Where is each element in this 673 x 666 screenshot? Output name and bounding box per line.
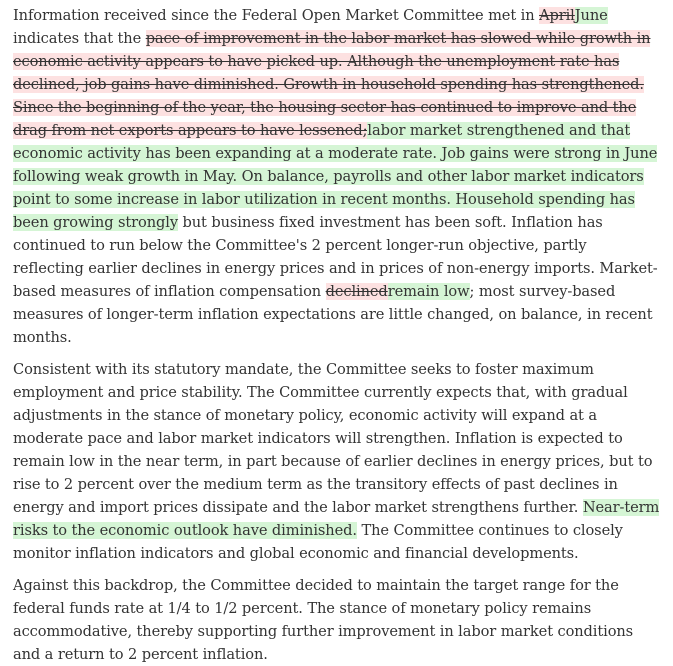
inserted-text: labor market strengthened and that economic activity has been expanding at a moderate rate. Job gains were strong in June following weak growth in May. On balance, payrolls and other labor market indicators point to some increase in labor utilization in recent months. Household spending has been growing strongly <box>13 122 658 231</box>
text-segment: Information received since the Federal Open Market Committee met in <box>13 7 540 24</box>
deleted-text: April <box>539 7 575 24</box>
inserted-text: Near-term risks to the economic outlook have diminished. <box>13 499 660 539</box>
text-segment: The Committee continues to closely monitor inflation indicators and global economic and financial developments. <box>13 522 623 562</box>
deleted-text: pace of improvement in the labor market has slowed while growth in economic activity appears to have picked up. Although the unemployment rate has declined, job gains have diminished. Growth in household spending has strengthened. Since the beginning of the year, the housing sector has continued to improve and the drag from net exports appears to have lessened; <box>13 30 651 139</box>
paragraph-policy-decision <box>13 574 661 666</box>
inserted-text: June <box>574 7 608 24</box>
text-segment: ; most survey-based measures of longer-term inflation expectations are little changed, on balance, in recent months. <box>13 283 653 346</box>
inserted-text: remain low <box>387 283 470 300</box>
text-segment: indicates that the <box>13 30 146 47</box>
paragraph-outlook <box>13 358 661 565</box>
text-segment: Against this backdrop, the Committee decided to maintain the target range for the federal funds rate at 1/4 to 1/2 percent. The stance of monetary policy remains accommodative, thereby supporting further improvement in labor market conditions and a return to 2 percent inflation. <box>13 577 634 663</box>
deleted-text: declined <box>325 283 388 300</box>
text-segment: Consistent with its statutory mandate, the Committee seeks to foster maximum employment and price stability. The Committee currently expects that, with gradual adjustments in the stance of monetary policy, economic activity will expand at a moderate pace and labor market indicators will strengthen. Inflation is expected to remain low in the near term, in part because of earlier declines in energy prices, but to rise to 2 percent over the medium term as the transitory effects of past declines in energy and import prices dissipate and the labor market strengthens further. <box>13 361 653 516</box>
paragraph-economic-conditions <box>13 4 661 349</box>
text-segment: but business fixed investment has been soft. Inflation has continued to run below the Committee's 2 percent longer-run objective, partly reflecting earlier declines in energy prices and in prices of non-energy imports. Market-based measures of inflation compensation <box>13 214 658 300</box>
